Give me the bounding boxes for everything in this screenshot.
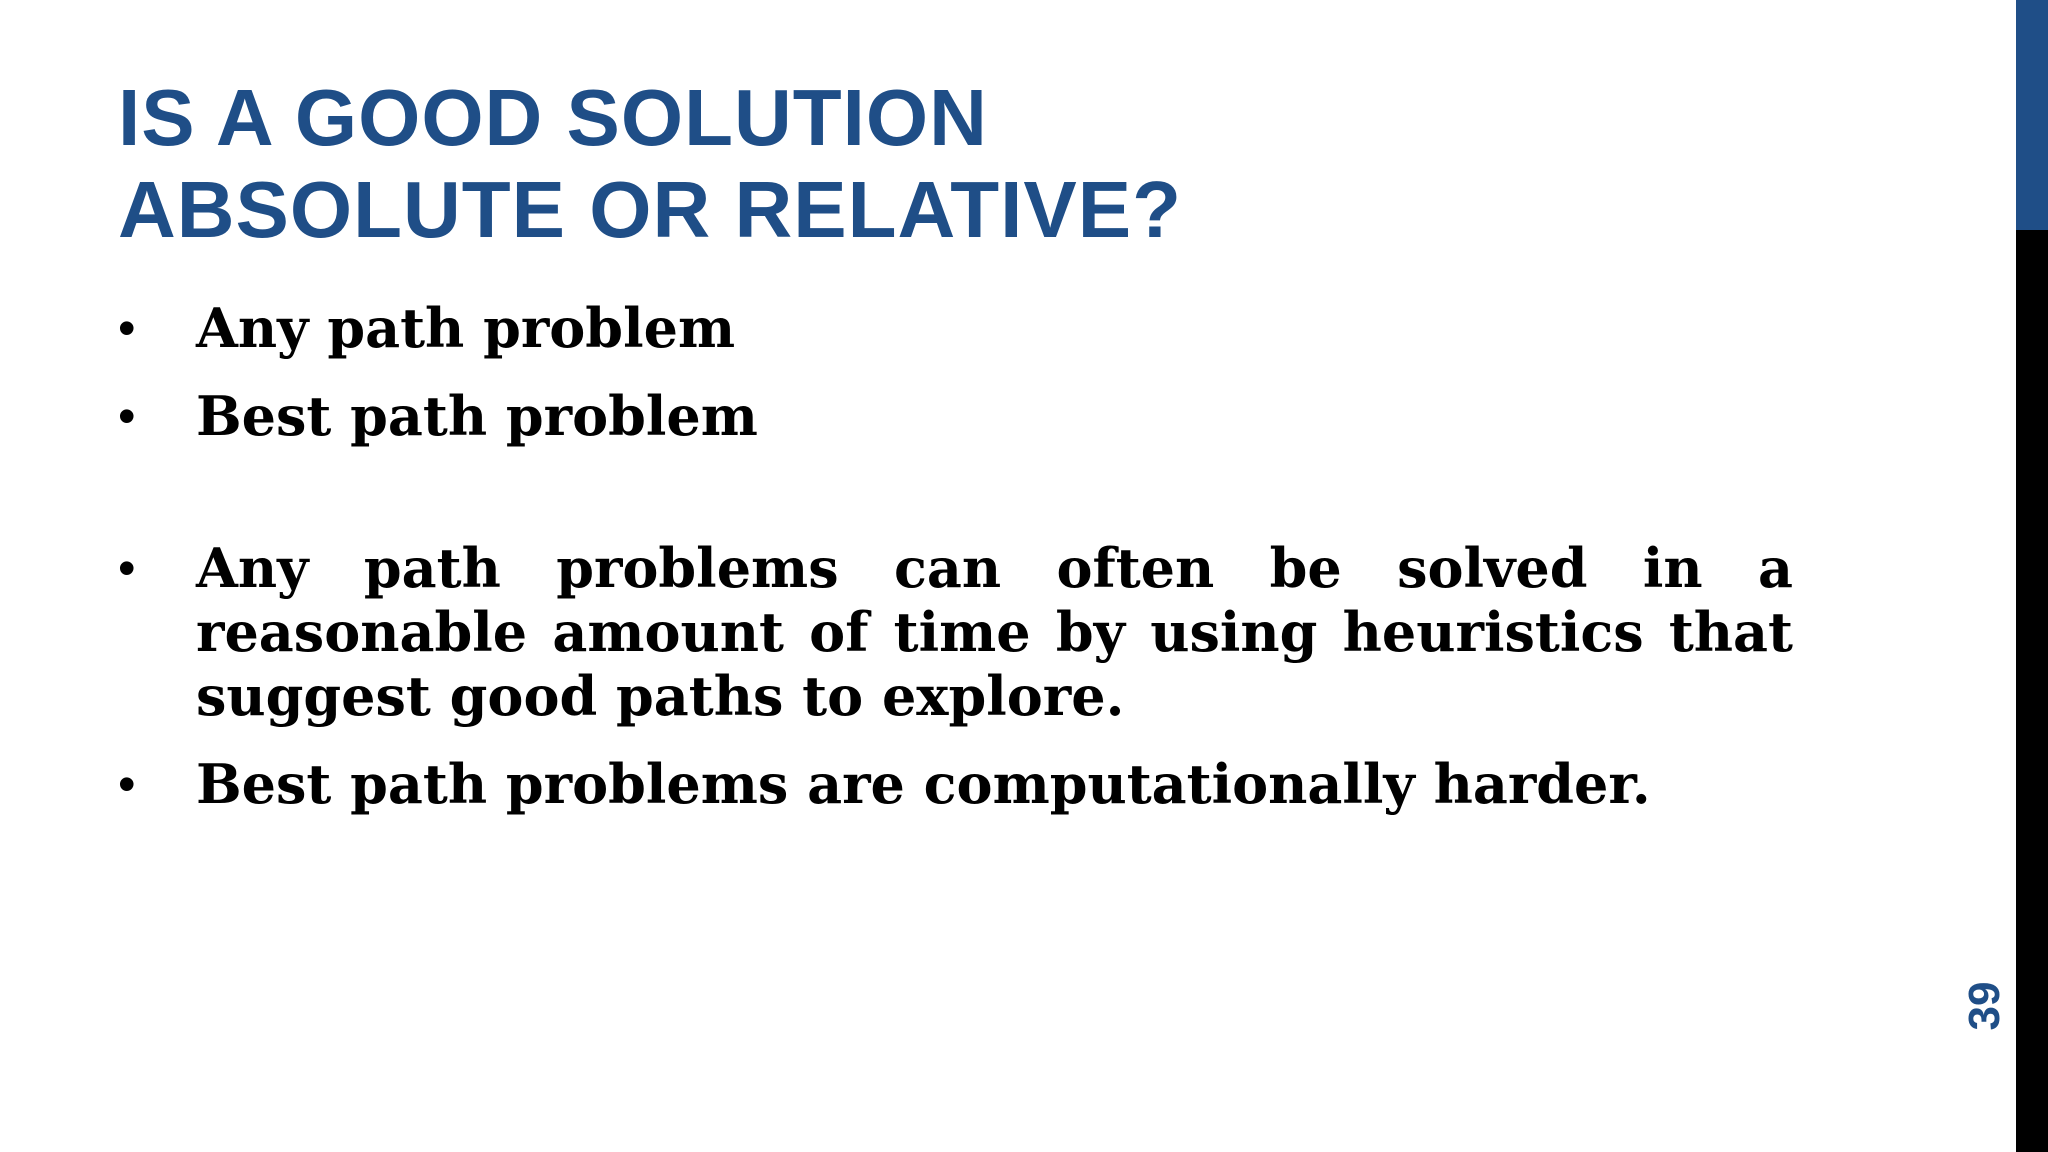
side-accent-blue-bar [2016,0,2048,230]
side-accent-black-bar [2016,230,2048,1152]
page-number: 39 [1960,981,2009,1031]
slide-title-line-1: IS A GOOD SOLUTION [118,73,988,162]
bullet-list [118,296,1793,840]
bullet-item-any-path: • Any path problem [118,296,1793,360]
slide-title-line-2: ABSOLUTE OR RELATIVE? [118,165,1182,254]
slide-title [118,72,1918,256]
bullet-item-best-path-harder: • Best path problems are computationally harder. [118,752,1793,816]
bullet-item-best-path: • Best path problem [118,384,1793,448]
bullet-item-any-path-heuristics: • Any path problems can often be solved in a reasonable amount of time by using heuristics that suggest good paths to explore. [118,536,1793,728]
